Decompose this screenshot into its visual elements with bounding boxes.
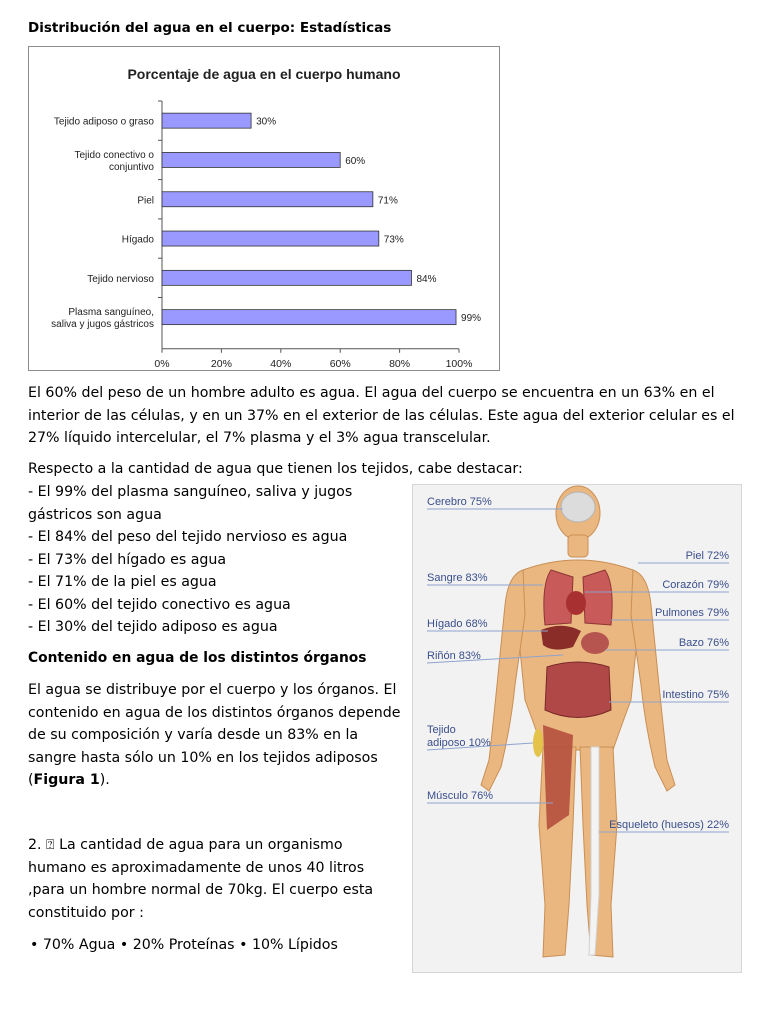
label-higado: Hígado 68% xyxy=(427,618,488,630)
x-tick-label: 40% xyxy=(270,357,292,370)
chart-bar xyxy=(162,192,373,207)
chart-bar xyxy=(162,231,379,246)
chart-bar xyxy=(162,113,251,128)
category-label: Piel xyxy=(137,195,154,207)
bar-value-label: 71% xyxy=(377,195,398,207)
left-arm-shape xyxy=(481,570,525,791)
body-illustration xyxy=(413,485,741,972)
x-tick-label: 100% xyxy=(445,357,473,370)
bar-value-label: 99% xyxy=(461,313,482,325)
right-arm-shape xyxy=(631,570,675,791)
label-corazon: Corazón 79% xyxy=(662,579,729,591)
paragraph-organ-end: ). xyxy=(99,772,110,788)
torso-shape xyxy=(515,560,641,750)
category-label: Plasma sanguíneo, xyxy=(68,307,154,319)
list-item: - El 60% del tejido conectivo es agua xyxy=(28,596,291,613)
chart-title: Porcentaje de agua en el cuerpo humano xyxy=(127,66,401,82)
paragraph-water-liters: 2. ⍰ La cantidad de agua para un organismo humano es aproximadamente de unos 40 litros ,para un hombre normal de 70kg. El cuerpo esta constituido por : xyxy=(28,837,374,921)
category-label: Hígado xyxy=(121,234,154,246)
category-label: Tejido conectivo o xyxy=(74,149,154,161)
muscle-shape xyxy=(543,725,573,830)
paragraph-water-percentage: El 60% del peso de un hombre adulto es agua. El agua del cuerpo se encuentra en un 63% en el interior de las células, y en un 37% en el exterior de las células. Este agua del exterior celular es el 27% líquido intercelular, el 7% plasma y el 3% agua transcelular. xyxy=(28,385,735,446)
category-label: saliva y jugos gástricos xyxy=(51,319,154,331)
paragraph-organ-text: El agua se distribuye por el cuerpo y los órganos. El contenido en agua de los distintos órganos depende de su composición y varía desde un 83% en la sangre hasta sólo un 10% en los tejidos adiposos ( xyxy=(28,682,401,788)
chart-svg xyxy=(29,47,499,370)
category-label: Tejido nervioso xyxy=(87,273,154,285)
organs-subheading: Contenido en agua de los distintos órganos xyxy=(28,650,367,666)
x-tick-label: 80% xyxy=(389,357,411,370)
bar-value-label: 30% xyxy=(256,116,277,128)
x-tick-label: 60% xyxy=(329,357,351,370)
bar-value-label: 73% xyxy=(383,234,404,246)
label-bazo: Bazo 76% xyxy=(678,637,729,649)
bar-value-label: 84% xyxy=(416,273,437,285)
chart-bar xyxy=(162,152,340,167)
stomach-shape xyxy=(581,632,609,654)
label-tejido: Tejido xyxy=(427,724,456,736)
label-adiposo: adiposo 10% xyxy=(427,737,491,749)
label-pulmones: Pulmones 79% xyxy=(655,607,729,619)
bar-value-label: 60% xyxy=(345,155,366,167)
bone-shape xyxy=(589,747,599,955)
human-body-figure xyxy=(412,484,742,973)
category-label: conjuntivo xyxy=(108,161,154,173)
label-esqueleto: Esqueleto (huesos) 22% xyxy=(609,819,729,831)
x-tick-label: 0% xyxy=(154,357,170,370)
composition-line: • 70% Agua • 20% Proteínas • 10% Lípidos xyxy=(30,937,338,953)
label-musculo: Músculo 76% xyxy=(427,790,494,802)
list-item: - El 84% del peso del tejido nervioso es agua xyxy=(28,529,348,545)
brain-shape xyxy=(561,492,595,522)
adipose-patch xyxy=(533,729,543,757)
chart-bar xyxy=(162,270,411,285)
neck-shape xyxy=(568,535,588,557)
paragraph-organ-content xyxy=(28,679,408,792)
label-piel: Piel 72% xyxy=(685,550,729,562)
bar-chart xyxy=(28,46,500,371)
list-item: - El 99% del plasma sanguíneo, saliva y jugos gástricos son agua xyxy=(28,484,353,523)
list-item: - El 30% del tejido adiposo es agua xyxy=(28,619,278,635)
label-rinon: Riñón 83% xyxy=(427,650,481,662)
list-item: - El 73% del hígado es agua xyxy=(28,551,227,568)
heart-shape xyxy=(566,591,586,615)
body-silhouette xyxy=(481,486,675,957)
category-label: Tejido adiposo o graso xyxy=(53,116,154,128)
tissue-bullet-list xyxy=(28,481,378,639)
list-item: - El 71% de la piel es agua xyxy=(28,574,217,590)
label-cerebro: Cerebro 75% xyxy=(427,496,492,508)
paragraph-tissues-intro: Respecto a la cantidad de agua que tienen los tejidos, cabe destacar: xyxy=(28,461,523,477)
page-heading: Distribución del agua en el cuerpo: Estadísticas xyxy=(28,20,392,36)
x-tick-label: 20% xyxy=(210,357,232,370)
label-intestino: Intestino 75% xyxy=(662,689,729,701)
chart-bar xyxy=(162,310,456,325)
label-sangre: Sangre 83% xyxy=(427,572,488,584)
figure-reference: Figura 1 xyxy=(33,772,100,788)
intestine-shape xyxy=(545,662,611,718)
